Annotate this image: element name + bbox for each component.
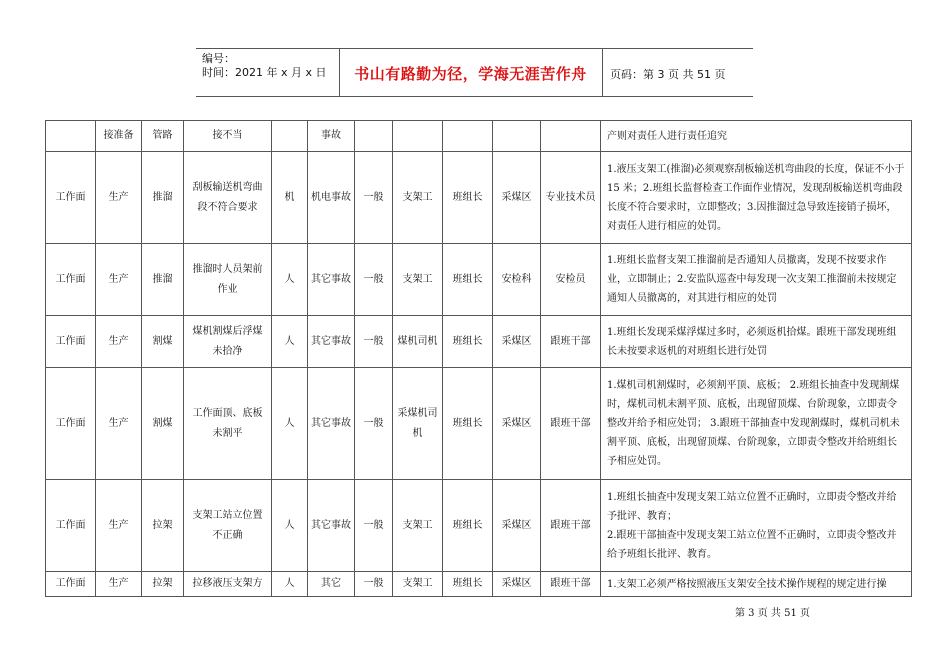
table-row [46,244,912,316]
type-cell: 生产 [96,316,142,368]
responsible-cell: 支架工 [393,480,443,572]
hazard-cell: 煤机割煤后浮煤未拾净 [184,316,272,368]
header-cell [46,121,96,152]
type-cell: 生产 [96,152,142,244]
department-cell: 采煤区 [493,316,541,368]
doc-time-label: 时间：2021 年 x 月 x 日 [202,66,327,79]
type-cell: 生产 [96,244,142,316]
area-cell: 工作面 [46,368,96,480]
header-cell [541,121,601,152]
header-page-label: 页码：第 3 页 共 51 页 [610,68,726,81]
page-footer: 第 3 页 共 51 页 [735,608,810,619]
responsible-cell: 支架工 [393,152,443,244]
department-cell: 采煤区 [493,368,541,480]
manager-cell: 班组长 [443,572,493,597]
supervisor-cell: 跟班干部 [541,368,601,480]
table-row [46,152,912,244]
level-cell: 一般 [355,572,393,597]
table-row [46,480,912,572]
header-cell [443,121,493,152]
supervisor-cell: 跟班干部 [541,572,601,597]
supervisor-cell: 专业技术员 [541,152,601,244]
measures-cell: 1.班组长发现采煤浮煤过多时，必须返机拾煤。跟班干部发现班组长未按要求返机的对班组长进行处罚 [601,316,912,368]
manager-cell: 班组长 [443,244,493,316]
area-cell: 工作面 [46,480,96,572]
accident-type-cell: 其它事故 [308,368,355,480]
level-cell: 一般 [355,316,393,368]
measures-cell: 1.支架工必须严格按照液压支架安全技术操作规程的规定进行操 [601,572,912,597]
category-cell: 人 [272,244,308,316]
table-row [46,368,912,480]
header-cell: 管路 [142,121,184,152]
header-cell [393,121,443,152]
hazard-cell: 推溜时人员架前作业 [184,244,272,316]
department-cell: 采煤区 [493,152,541,244]
accident-type-cell: 机电事故 [308,152,355,244]
accident-type-cell: 其它事故 [308,316,355,368]
measures-cell: 1.班组长抽查中发现支架工站立位置不正确时，立即责令整改并给予批评、教育； 2.跟班干部抽查中发现支架工站立位置不正确时，立即责令整改并给予班组长批评、教育。 [601,480,912,572]
responsible-cell: 煤机司机 [393,316,443,368]
process-cell: 推溜 [142,244,184,316]
level-cell: 一般 [355,152,393,244]
hazard-cell: 工作面顶、底板未割平 [184,368,272,480]
area-cell: 工作面 [46,152,96,244]
header-divider [602,49,603,96]
hazard-cell: 刮板输送机弯曲段不符合要求 [184,152,272,244]
type-cell: 生产 [96,572,142,597]
manager-cell: 班组长 [443,316,493,368]
manager-cell: 班组长 [443,152,493,244]
header-cell: 接不当 [184,121,272,152]
supervisor-cell: 跟班干部 [541,316,601,368]
level-cell: 一般 [355,480,393,572]
manager-cell: 班组长 [443,368,493,480]
area-cell: 工作面 [46,572,96,597]
process-cell: 拉架 [142,480,184,572]
area-cell: 工作面 [46,316,96,368]
level-cell: 一般 [355,244,393,316]
category-cell: 人 [272,572,308,597]
category-cell: 人 [272,368,308,480]
hazard-cell: 拉移液压支架方 [184,572,272,597]
header-cell: 事故 [308,121,355,152]
type-cell: 生产 [96,368,142,480]
responsible-cell: 支架工 [393,572,443,597]
header-cell: 产则对责任人进行责任追究 [601,121,912,152]
type-cell: 生产 [96,480,142,572]
category-cell: 机 [272,152,308,244]
header-cell [493,121,541,152]
table-body [46,121,912,597]
process-cell: 拉架 [142,572,184,597]
measures-cell: 1.班组长监督支架工推溜前是否通知人员撤离，发现不按要求作业，立即制止；2.安监队巡查中每发现一次支架工推溜前未按规定通知人员撤离的，对其进行相应的处罚 [601,244,912,316]
header-cell [272,121,308,152]
category-cell: 人 [272,316,308,368]
accident-type-cell: 其它事故 [308,244,355,316]
accident-type-cell: 其它事故 [308,480,355,572]
responsible-cell: 采煤机司机 [393,368,443,480]
level-cell: 一般 [355,368,393,480]
measures-cell: 1.煤机司机割煤时，必须割平顶、底板； 2.班组长抽查中发现割煤时，煤机司机未割平顶、底板，出现留顶煤、台阶现象，立即责令整改并给予相应处罚； 3.跟班干部抽查中发现割煤时，煤机司机未割平顶、底板，出现留顶煤、台阶现象，立即责令整改并给班组长予相应处罚。 [601,368,912,480]
table-header-row [46,121,912,152]
supervisor-cell: 安检员 [541,244,601,316]
process-cell: 割煤 [142,368,184,480]
supervisor-cell: 跟班干部 [541,480,601,572]
responsible-cell: 支架工 [393,244,443,316]
risk-control-table [45,120,912,597]
table-row [46,316,912,368]
area-cell: 工作面 [46,244,96,316]
department-cell: 采煤区 [493,572,541,597]
doc-number-label: 编号： [202,52,235,65]
manager-cell: 班组长 [443,480,493,572]
category-cell: 人 [272,480,308,572]
department-cell: 安检科 [493,244,541,316]
header-meta [202,52,327,80]
header-motto: 书山有路勤为径，学海无涯苦作舟 [354,65,587,83]
header-cell [355,121,393,152]
process-cell: 割煤 [142,316,184,368]
department-cell: 采煤区 [493,480,541,572]
hazard-cell: 支架工站立位置不正确 [184,480,272,572]
document-header [196,48,753,97]
process-cell: 推溜 [142,152,184,244]
header-cell: 接准备 [96,121,142,152]
accident-type-cell: 其它 [308,572,355,597]
measures-cell: 1.液压支架工(推溜)必须观察刮板输送机弯曲段的长度，保证不小于 15 米；2.班组长监督检查工作面作业情况，发现刮板输送机弯曲段长度不符合要求时，立即整改；3.因推溜过急导致连接销子损坏，对责任人进行相应的处罚。 [601,152,912,244]
table-row [46,572,912,597]
